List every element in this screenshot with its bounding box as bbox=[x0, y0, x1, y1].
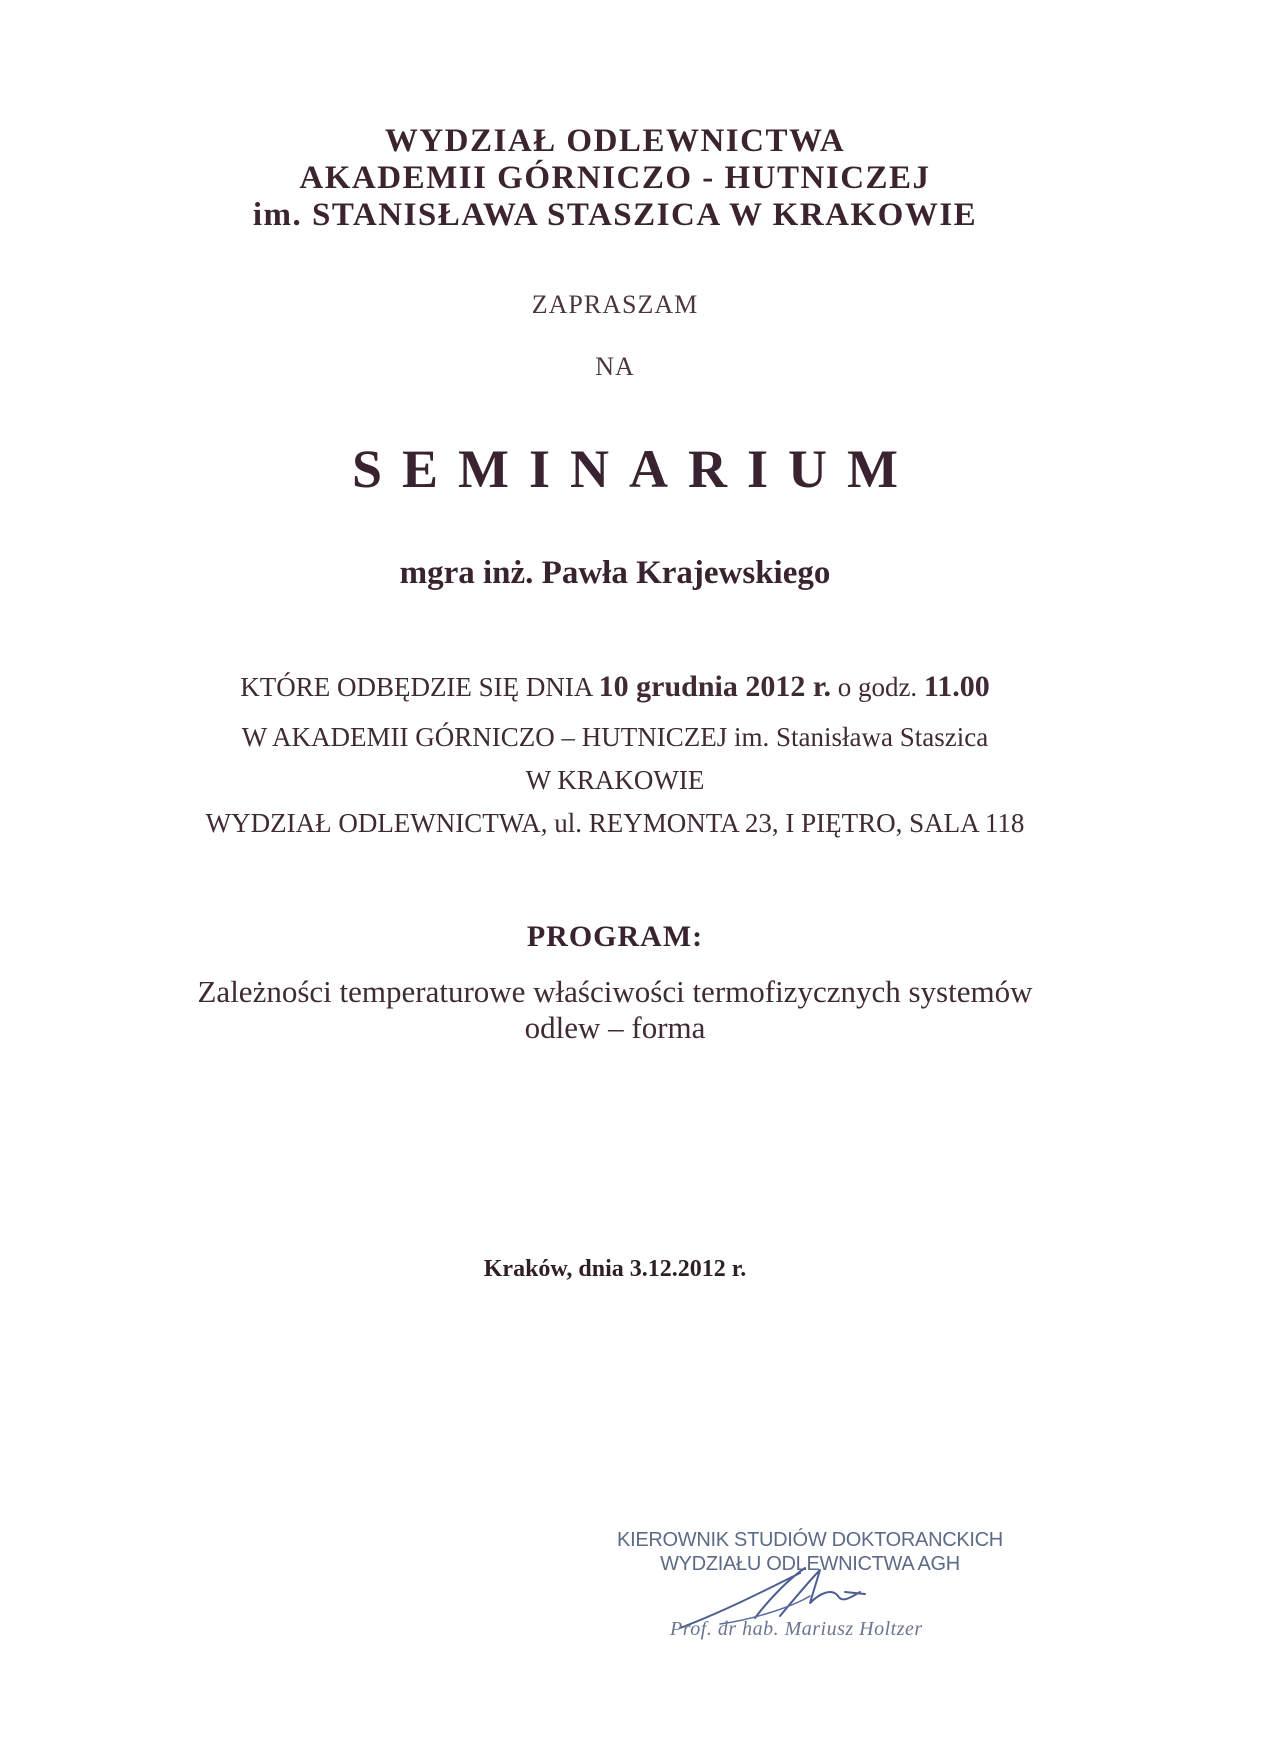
venue-line-3: WYDZIAŁ ODLEWNICTWA, ul. REYMONTA 23, I PIĘTRO, SALA 118 bbox=[205, 808, 1025, 838]
time-prefix: o godz. bbox=[830, 672, 924, 702]
official-stamp bbox=[600, 1528, 1020, 1640]
stamp-title-line-2: WYDZIAŁU ODLEWNICTWA AGH bbox=[660, 1553, 960, 1575]
date-prefix: KTÓRE ODBĘDZIE SIĘ DNIA bbox=[240, 672, 599, 702]
invite-preposition: NA bbox=[595, 352, 635, 381]
speaker-name: mgra inż. Pawła Krajewskiego bbox=[399, 555, 831, 591]
academy-name: AKADEMII GÓRNICZO - HUTNICZEJ bbox=[299, 160, 931, 196]
faculty-name: WYDZIAŁ ODLEWNICTWA bbox=[384, 123, 846, 159]
venue-line-2: W KRAKOWIE bbox=[525, 765, 705, 795]
program-topic-line-2: odlew – forma bbox=[524, 1010, 706, 1045]
event-date-line bbox=[0, 670, 1230, 704]
stamp-title-line-1: KIEROWNIK STUDIÓW DOKTORANCKICH bbox=[617, 1529, 1003, 1551]
program-topic-line-1: Zależności temperaturowe właściwości termofizycznych systemów bbox=[197, 974, 1033, 1009]
program-heading: PROGRAM: bbox=[526, 920, 704, 953]
issue-date: Kraków, dnia 3.12.2012 r. bbox=[483, 1256, 747, 1282]
venue-line-1: W AKADEMII GÓRNICZO – HUTNICZEJ im. Stanisława Staszica bbox=[241, 722, 989, 752]
event-date: 10 grudnia 2012 r. bbox=[598, 670, 831, 703]
invite-text: ZAPRASZAM bbox=[531, 290, 699, 319]
event-time: 11.00 bbox=[923, 670, 990, 703]
academy-patron: im. STANISŁAWA STASZICA W KRAKOWIE bbox=[252, 197, 978, 233]
signatory-name: Prof. dr hab. Mariusz Holtzer bbox=[670, 1618, 923, 1640]
document-title: SEMINARIUM bbox=[351, 439, 918, 499]
